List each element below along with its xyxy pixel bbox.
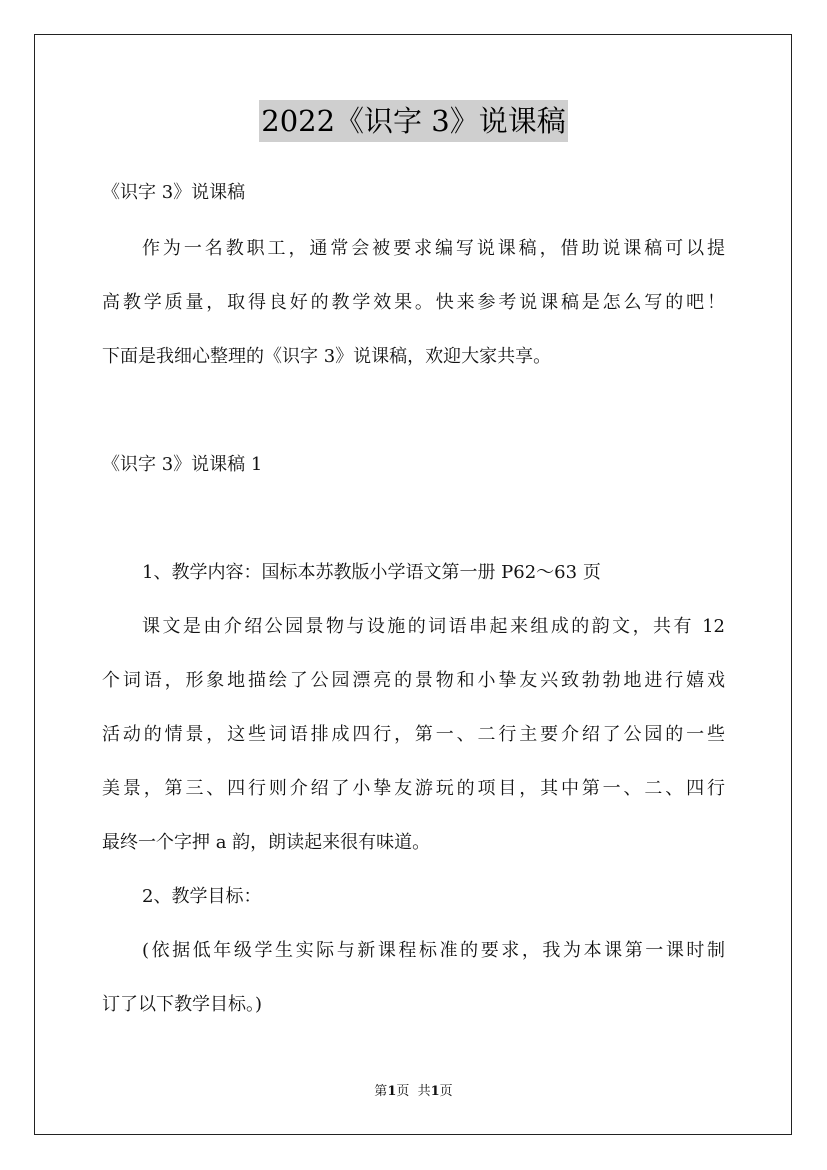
section-heading: 《识字 3》说课稿 1 (102, 454, 263, 475)
footer-prefix: 第 (374, 1084, 388, 1099)
paragraph-line-3: 活动的情景，这些词语排成四行，第一、二行主要介绍了公园的一些 (102, 724, 725, 745)
paragraph-line-1: 课文是由介绍公园景物与设施的词语串起来组成的韵文，共有 12 (142, 616, 725, 637)
intro-line-2: 高教学质量，取得良好的教学效果。快来参考说课稿是怎么写的吧！ (102, 292, 725, 313)
title-container (0, 100, 827, 142)
footer-page-current: 1 (387, 1084, 397, 1099)
footer-middle: 页 共 (396, 1084, 431, 1099)
intro-line-3: 下面是我细心整理的《识字 3》说课稿，欢迎大家共享。 (102, 346, 552, 367)
intro-line-1: 作为一名教职工，通常会被要求编写说课稿，借助说课稿可以提 (142, 238, 725, 259)
paragraph-line-5: 最终一个字押 a 韵，朗读起来很有味道。 (102, 832, 431, 853)
item-2-teaching-goals: 2、教学目标： (142, 886, 262, 907)
objective-line-1: (依据低年级学生实际与新课程标准的要求，我为本课第一课时制 (142, 940, 725, 961)
footer-page-total: 1 (430, 1084, 440, 1099)
document-subtitle: 《识字 3》说课稿 (102, 182, 246, 203)
objective-line-2: 订了以下教学目标。) (102, 994, 263, 1015)
item-1-teaching-content: 1、教学内容：国标本苏教版小学语文第一册 P62～63 页 (142, 562, 601, 583)
paragraph-line-2: 个词语，形象地描绘了公园漂亮的景物和小挚友兴致勃勃地进行嬉戏 (102, 670, 725, 691)
footer-suffix: 页 (439, 1084, 453, 1099)
page-footer (0, 1083, 827, 1101)
document-title: 2022《识字 3》说课稿 (259, 100, 567, 142)
paragraph-line-4: 美景，第三、四行则介绍了小挚友游玩的项目，其中第一、二、四行 (102, 778, 725, 799)
